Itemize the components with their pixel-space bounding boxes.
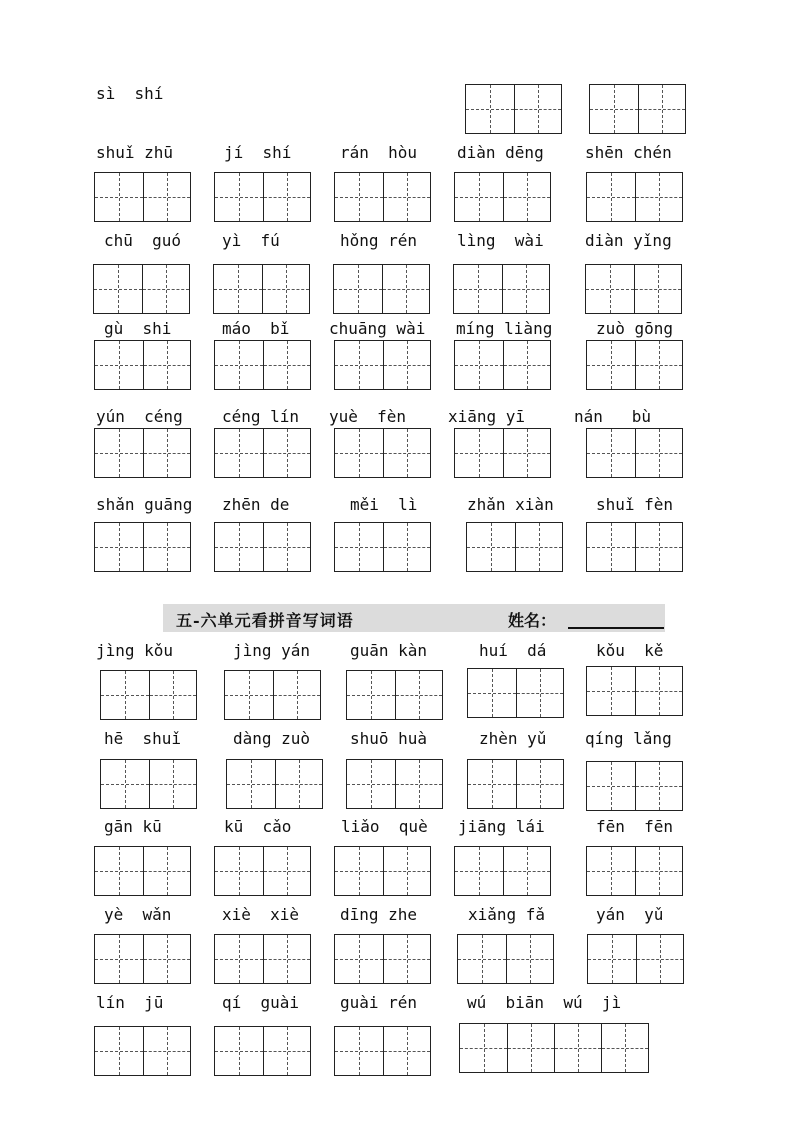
writing-box[interactable] xyxy=(100,670,197,720)
pinyin-label: guān kàn xyxy=(350,641,428,660)
pinyin-label: lìng wài xyxy=(457,231,544,250)
pinyin-label: huí dá xyxy=(479,641,547,660)
writing-box[interactable] xyxy=(334,522,431,572)
pinyin-label: jí shí xyxy=(224,143,292,162)
pinyin-label: shǎn guāng xyxy=(96,495,193,514)
writing-box[interactable] xyxy=(587,934,684,984)
pinyin-label: gù shi xyxy=(104,319,172,338)
writing-box[interactable] xyxy=(457,934,554,984)
writing-box[interactable] xyxy=(334,934,431,984)
writing-box[interactable] xyxy=(94,846,191,896)
pinyin-label: yuè fèn xyxy=(329,407,407,426)
writing-box[interactable] xyxy=(586,340,683,390)
writing-box[interactable] xyxy=(586,522,683,572)
writing-box[interactable] xyxy=(333,264,430,314)
pinyin-label: shuǐ fèn xyxy=(596,495,674,514)
pinyin-label: yè wǎn xyxy=(104,905,172,924)
pinyin-label: diàn yǐng xyxy=(585,231,672,250)
writing-box[interactable] xyxy=(589,84,686,134)
writing-box[interactable] xyxy=(214,846,311,896)
pinyin-label: shēn chén xyxy=(585,143,672,162)
writing-box[interactable] xyxy=(100,759,197,809)
writing-box[interactable] xyxy=(453,264,550,314)
pinyin-label: chuāng wài xyxy=(329,319,426,338)
pinyin-label: rán hòu xyxy=(340,143,418,162)
writing-box[interactable] xyxy=(224,670,321,720)
pinyin-label: yì fú xyxy=(222,231,280,250)
pinyin-label: zuò gōng xyxy=(596,319,674,338)
pinyin-label: máo bǐ xyxy=(222,319,290,338)
writing-box[interactable] xyxy=(334,428,431,478)
pinyin-label: nán bù xyxy=(574,407,652,426)
pinyin-label: sì shí xyxy=(96,84,164,103)
writing-box[interactable] xyxy=(346,759,443,809)
writing-box[interactable] xyxy=(214,172,311,222)
writing-box[interactable] xyxy=(94,428,191,478)
pinyin-label: míng liàng xyxy=(456,319,553,338)
pinyin-label: xiāng yī xyxy=(448,407,526,426)
writing-box[interactable] xyxy=(214,428,311,478)
writing-box[interactable] xyxy=(586,846,683,896)
writing-box[interactable] xyxy=(334,340,431,390)
pinyin-label: dàng zuò xyxy=(233,729,311,748)
pinyin-label: xiǎng fǎ xyxy=(468,905,546,924)
pinyin-label: shuō huà xyxy=(350,729,428,748)
pinyin-label: lín jū xyxy=(96,993,164,1012)
writing-box[interactable] xyxy=(94,340,191,390)
writing-box[interactable] xyxy=(586,761,683,811)
writing-box[interactable] xyxy=(467,759,564,809)
pinyin-label: yún céng xyxy=(96,407,183,426)
writing-box[interactable] xyxy=(226,759,323,809)
pinyin-label: liǎo què xyxy=(341,817,428,836)
name-label: 姓名： xyxy=(508,611,557,630)
pinyin-label: gān kū xyxy=(104,817,162,836)
writing-box[interactable] xyxy=(334,1026,431,1076)
writing-box-four[interactable] xyxy=(459,1023,649,1073)
writing-box[interactable] xyxy=(214,934,311,984)
writing-box[interactable] xyxy=(454,340,551,390)
pinyin-label: qí guài xyxy=(222,993,300,1012)
pinyin-label: zhèn yǔ xyxy=(479,729,547,748)
pinyin-label: guài rén xyxy=(340,993,418,1012)
writing-box[interactable] xyxy=(586,172,683,222)
pinyin-label: kū cǎo xyxy=(224,817,292,836)
pinyin-label: zhǎn xiàn xyxy=(467,495,554,514)
writing-box[interactable] xyxy=(334,172,431,222)
writing-box[interactable] xyxy=(346,670,443,720)
writing-box[interactable] xyxy=(586,428,683,478)
pinyin-label: céng lín xyxy=(222,407,300,426)
pinyin-label: jiāng lái xyxy=(458,817,545,836)
writing-box[interactable] xyxy=(214,522,311,572)
pinyin-label: zhēn de xyxy=(222,495,290,514)
pinyin-label: jìng yán xyxy=(233,641,311,660)
pinyin-label: xiè xiè xyxy=(222,905,300,924)
writing-box[interactable] xyxy=(454,172,551,222)
writing-box[interactable] xyxy=(585,264,682,314)
pinyin-label: hǒng rén xyxy=(340,231,418,250)
writing-box[interactable] xyxy=(454,428,551,478)
writing-box[interactable] xyxy=(213,264,310,314)
writing-box[interactable] xyxy=(94,522,191,572)
writing-box[interactable] xyxy=(334,846,431,896)
pinyin-label: jìng kǒu xyxy=(96,641,174,660)
writing-box[interactable] xyxy=(93,264,190,314)
writing-box[interactable] xyxy=(466,522,563,572)
writing-box[interactable] xyxy=(465,84,562,134)
writing-box[interactable] xyxy=(94,934,191,984)
writing-box[interactable] xyxy=(214,340,311,390)
pinyin-label: shuǐ zhū xyxy=(96,143,174,162)
writing-box[interactable] xyxy=(94,1026,191,1076)
pinyin-label: wú biān wú jì xyxy=(467,993,622,1012)
pinyin-label: diàn dēng xyxy=(457,143,544,162)
pinyin-label: fēn fēn xyxy=(596,817,674,836)
writing-box[interactable] xyxy=(454,846,551,896)
pinyin-label: yán yǔ xyxy=(596,905,664,924)
pinyin-label: měi lì xyxy=(350,495,418,514)
writing-box[interactable] xyxy=(467,668,564,718)
pinyin-label: qíng lǎng xyxy=(585,729,672,748)
section-title: 五-六单元看拼音写词语 xyxy=(176,611,354,630)
writing-box[interactable] xyxy=(94,172,191,222)
pinyin-label: chū guó xyxy=(104,231,182,250)
pinyin-label: kǒu kě xyxy=(596,641,664,660)
writing-box[interactable] xyxy=(586,666,683,716)
name-blank[interactable] xyxy=(568,627,664,629)
pinyin-label: hē shuǐ xyxy=(104,729,182,748)
pinyin-label: dīng zhe xyxy=(340,905,418,924)
writing-box[interactable] xyxy=(214,1026,311,1076)
